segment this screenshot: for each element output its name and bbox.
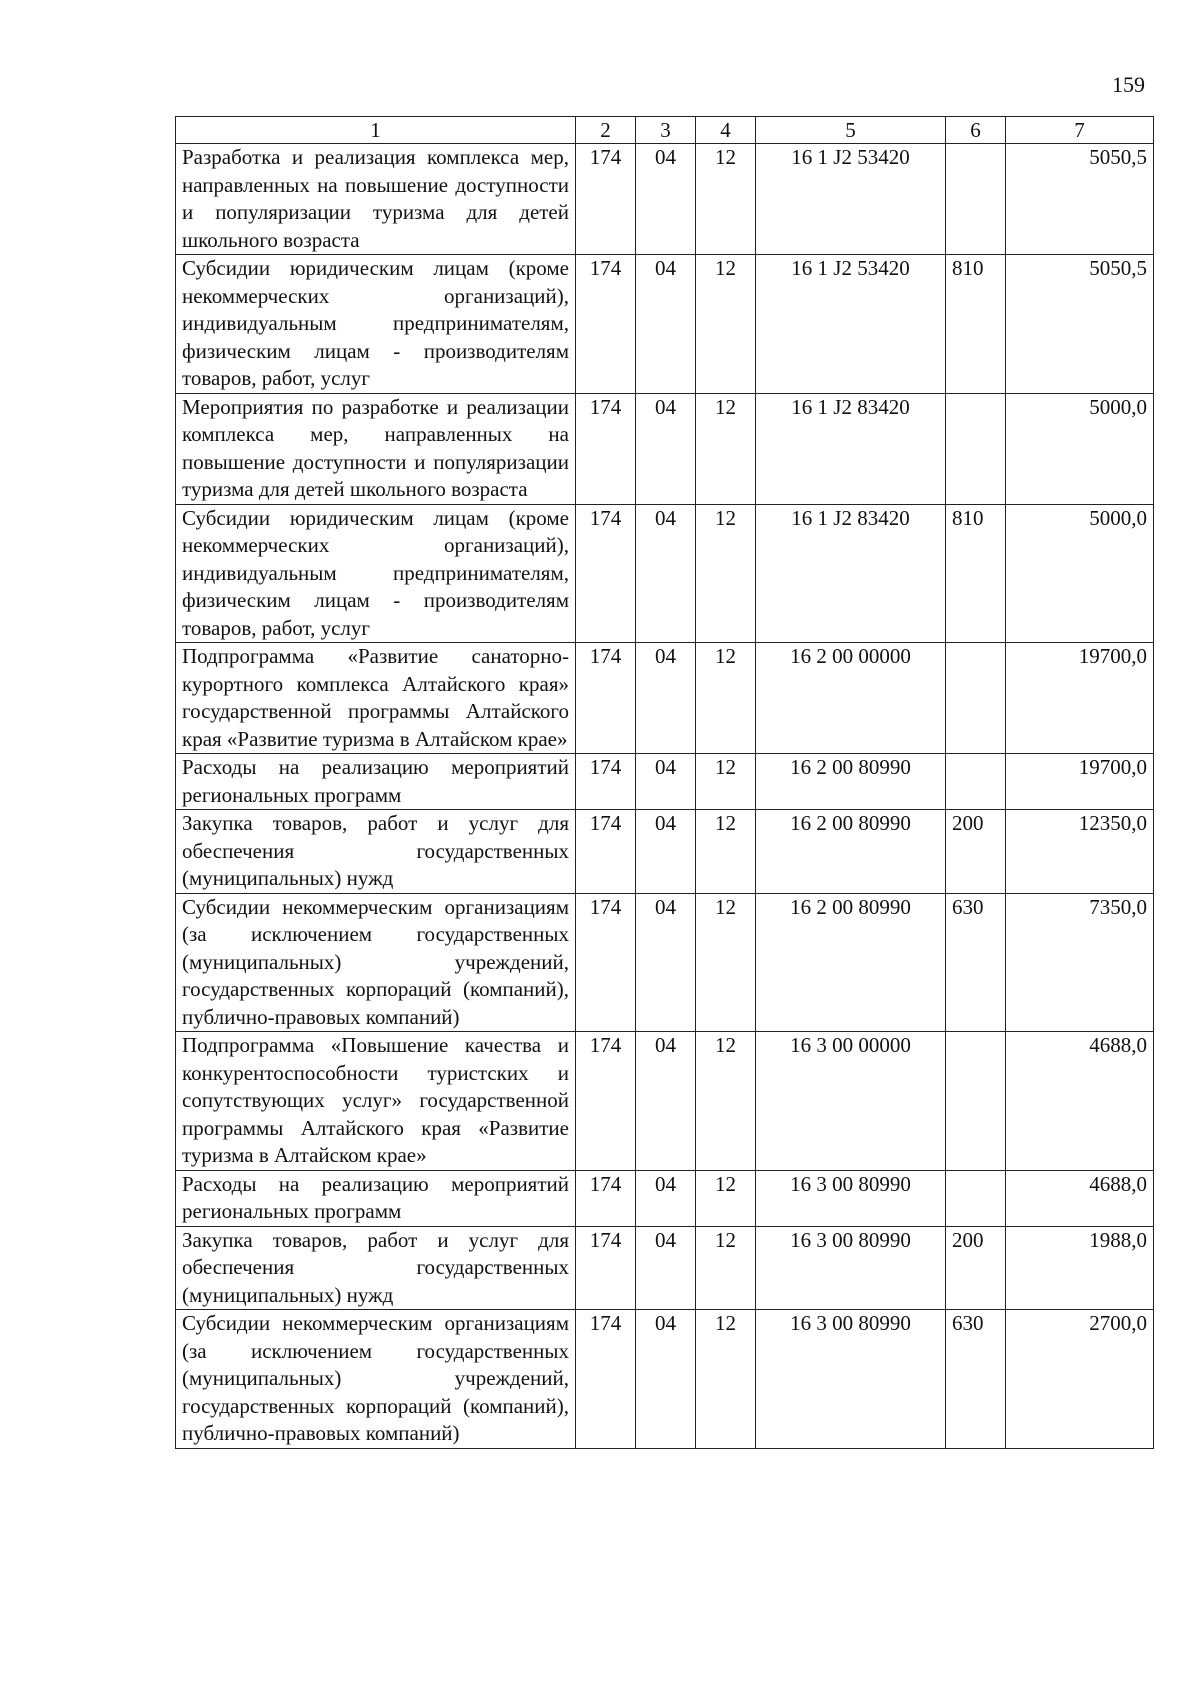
row-code-5: 16 3 00 80990 [756, 1170, 946, 1226]
row-code-2: 174 [576, 1310, 636, 1449]
row-code-6: 810 [946, 255, 1006, 394]
row-code-3: 04 [636, 643, 696, 754]
row-code-4: 12 [696, 810, 756, 894]
table-row [176, 754, 1154, 810]
row-amount: 12350,0 [1006, 810, 1154, 894]
row-code-4: 12 [696, 1170, 756, 1226]
header-col-5: 5 [756, 117, 946, 144]
row-amount: 5050,5 [1006, 255, 1154, 394]
row-name: Подпрограмма «Развитие санаторно-курортного комплекса Алтайского края» государственной программы Алтайского края «Развитие туризма в Алтайском крае» [176, 643, 576, 754]
row-amount: 5000,0 [1006, 504, 1154, 643]
row-code-6 [946, 144, 1006, 255]
row-code-3: 04 [636, 504, 696, 643]
row-code-2: 174 [576, 1226, 636, 1310]
row-code-2: 174 [576, 643, 636, 754]
row-code-6: 630 [946, 893, 1006, 1032]
row-amount: 5000,0 [1006, 393, 1154, 504]
row-amount: 19700,0 [1006, 643, 1154, 754]
header-col-6: 6 [946, 117, 1006, 144]
row-code-3: 04 [636, 810, 696, 894]
row-code-5: 16 3 00 80990 [756, 1226, 946, 1310]
row-name: Расходы на реализацию мероприятий региональных программ [176, 1170, 576, 1226]
header-col-1: 1 [176, 117, 576, 144]
row-name: Субсидии юридическим лицам (кроме некоммерческих организаций), индивидуальным предпринимателям, физическим лицам - производителям товаров, работ, услуг [176, 255, 576, 394]
row-code-6: 810 [946, 504, 1006, 643]
table-row [176, 643, 1154, 754]
row-code-2: 174 [576, 504, 636, 643]
row-code-6 [946, 643, 1006, 754]
table-row [176, 893, 1154, 1032]
table-row [176, 1170, 1154, 1226]
table-header [176, 117, 1154, 144]
row-code-3: 04 [636, 1170, 696, 1226]
row-code-4: 12 [696, 1032, 756, 1171]
row-amount: 7350,0 [1006, 893, 1154, 1032]
row-code-4: 12 [696, 255, 756, 394]
table-row [176, 144, 1154, 255]
row-amount: 4688,0 [1006, 1032, 1154, 1171]
row-code-3: 04 [636, 255, 696, 394]
row-code-3: 04 [636, 1310, 696, 1449]
row-code-5: 16 1 J2 53420 [756, 255, 946, 394]
row-name: Субсидии некоммерческим организациям (за исключением государственных (муниципальных) учреждений, государственных корпораций (компаний), публично-правовых компаний) [176, 893, 576, 1032]
row-code-2: 174 [576, 810, 636, 894]
table-body [176, 144, 1154, 1449]
table-row [176, 504, 1154, 643]
row-code-6 [946, 1170, 1006, 1226]
row-code-6: 200 [946, 1226, 1006, 1310]
row-code-4: 12 [696, 1310, 756, 1449]
row-code-5: 16 2 00 00000 [756, 643, 946, 754]
row-amount: 1988,0 [1006, 1226, 1154, 1310]
row-code-2: 174 [576, 393, 636, 504]
row-code-5: 16 2 00 80990 [756, 754, 946, 810]
row-amount: 19700,0 [1006, 754, 1154, 810]
row-code-4: 12 [696, 643, 756, 754]
row-name: Разработка и реализация комплекса мер, направленных на повышение доступности и популяризации туризма для детей школьного возраста [176, 144, 576, 255]
row-code-5: 16 1 J2 83420 [756, 393, 946, 504]
row-code-6 [946, 1032, 1006, 1171]
row-name: Мероприятия по разработке и реализации комплекса мер, направленных на повышение доступности и популяризации туризма для детей школьного возраста [176, 393, 576, 504]
row-code-3: 04 [636, 754, 696, 810]
row-code-5: 16 2 00 80990 [756, 893, 946, 1032]
row-code-5: 16 1 J2 83420 [756, 504, 946, 643]
header-col-7: 7 [1006, 117, 1154, 144]
row-code-5: 16 3 00 80990 [756, 1310, 946, 1449]
row-amount: 5050,5 [1006, 144, 1154, 255]
table-row [176, 1226, 1154, 1310]
row-code-5: 16 3 00 00000 [756, 1032, 946, 1171]
table-row [176, 393, 1154, 504]
row-code-5: 16 2 00 80990 [756, 810, 946, 894]
row-code-4: 12 [696, 1226, 756, 1310]
budget-table [175, 116, 1154, 1449]
row-code-2: 174 [576, 144, 636, 255]
row-name: Закупка товаров, работ и услуг для обеспечения государственных (муниципальных) нужд [176, 810, 576, 894]
header-col-2: 2 [576, 117, 636, 144]
row-code-4: 12 [696, 754, 756, 810]
row-code-3: 04 [636, 893, 696, 1032]
row-name: Подпрограмма «Повышение качества и конкурентоспособности туристских и сопутствующих услуг» государственной программы Алтайского края «Развитие туризма в Алтайском крае» [176, 1032, 576, 1171]
header-col-3: 3 [636, 117, 696, 144]
row-code-4: 12 [696, 393, 756, 504]
row-code-2: 174 [576, 893, 636, 1032]
row-code-6: 200 [946, 810, 1006, 894]
row-code-2: 174 [576, 1032, 636, 1171]
table-row [176, 1310, 1154, 1449]
row-code-4: 12 [696, 504, 756, 643]
header-row [176, 117, 1154, 144]
row-code-3: 04 [636, 1226, 696, 1310]
row-amount: 4688,0 [1006, 1170, 1154, 1226]
table-row [176, 255, 1154, 394]
row-code-3: 04 [636, 1032, 696, 1171]
header-col-4: 4 [696, 117, 756, 144]
row-code-4: 12 [696, 893, 756, 1032]
row-code-3: 04 [636, 144, 696, 255]
table-row [176, 810, 1154, 894]
row-name: Расходы на реализацию мероприятий региональных программ [176, 754, 576, 810]
row-code-6: 630 [946, 1310, 1006, 1449]
row-amount: 2700,0 [1006, 1310, 1154, 1449]
row-code-4: 12 [696, 144, 756, 255]
row-code-3: 04 [636, 393, 696, 504]
row-name: Субсидии некоммерческим организациям (за исключением государственных (муниципальных) учреждений, государственных корпораций (компаний), публично-правовых компаний) [176, 1310, 576, 1449]
row-code-2: 174 [576, 1170, 636, 1226]
row-name: Закупка товаров, работ и услуг для обеспечения государственных (муниципальных) нужд [176, 1226, 576, 1310]
page-number: 159 [1112, 72, 1145, 97]
row-code-5: 16 1 J2 53420 [756, 144, 946, 255]
row-name: Субсидии юридическим лицам (кроме некоммерческих организаций), индивидуальным предпринимателям, физическим лицам - производителям товаров, работ, услуг [176, 504, 576, 643]
row-code-2: 174 [576, 754, 636, 810]
row-code-2: 174 [576, 255, 636, 394]
row-code-6 [946, 754, 1006, 810]
row-code-6 [946, 393, 1006, 504]
table-row [176, 1032, 1154, 1171]
